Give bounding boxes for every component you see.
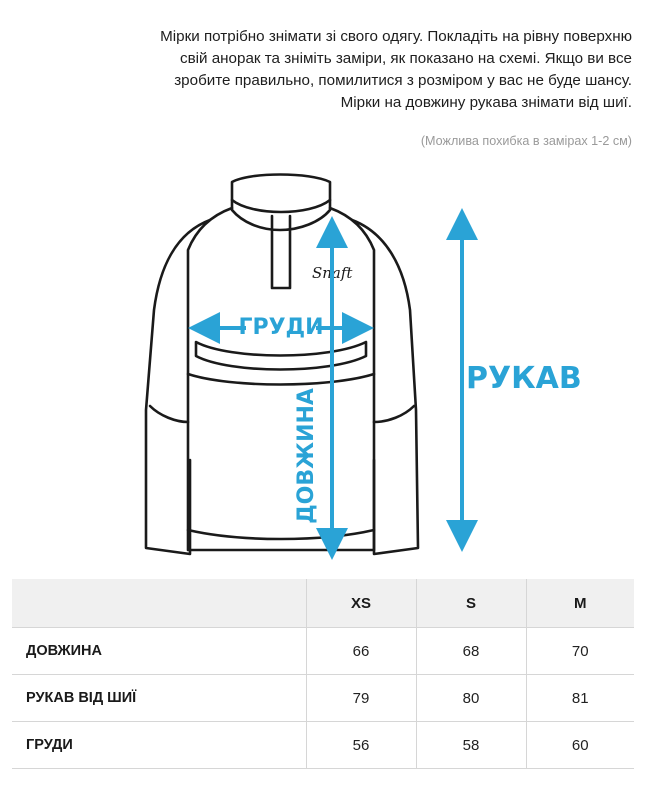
length-s: 68	[416, 628, 526, 675]
hem-line	[188, 530, 374, 539]
row-label-sleeve: РУКАВ ВІД ШИЇ	[12, 675, 306, 722]
sleeve-xs: 79	[306, 675, 416, 722]
size-header-xs: XS	[306, 579, 416, 628]
anorak-diagram	[0, 160, 646, 570]
row-label-chest: ГРУДИ	[12, 722, 306, 769]
sleeve-m: 81	[526, 675, 634, 722]
right-sleeve-detail	[374, 406, 414, 422]
length-xs: 66	[306, 628, 416, 675]
table-row	[12, 628, 634, 675]
size-header-m: M	[526, 579, 634, 628]
zipper-line	[272, 216, 290, 288]
length-label: ДОВЖИНА	[294, 388, 319, 524]
intro-line-4: Мірки на довжину рукава знімати від шиї.	[340, 94, 632, 111]
length-m: 70	[526, 628, 634, 675]
row-label-length: ДОВЖИНА	[12, 628, 306, 675]
anorak-sketch	[0, 160, 646, 570]
table-row	[12, 675, 634, 722]
right-sleeve-outline	[352, 220, 418, 554]
collar-inner-line	[232, 200, 330, 212]
sleeve-label: РУКАВ	[466, 361, 582, 396]
collar-outline	[232, 175, 330, 231]
header-blank	[12, 579, 306, 628]
left-sleeve-outline	[146, 220, 210, 554]
intro-line-3: зробите правильно, помилитися з розміром у вас не буде шансу.	[174, 72, 632, 89]
chest-xs: 56	[306, 722, 416, 769]
chest-m: 60	[526, 722, 634, 769]
size-header-s: S	[416, 579, 526, 628]
sleeve-s: 80	[416, 675, 526, 722]
left-sleeve-detail	[150, 406, 188, 422]
intro-text	[12, 26, 632, 114]
pocket-panel	[196, 342, 366, 370]
table-row	[12, 722, 634, 769]
pocket-line	[188, 374, 374, 385]
logo-text: Snaft	[312, 264, 353, 282]
intro-line-2: свій анорак та зніміть заміри, як показано на схемі. Якщо ви все	[179, 50, 632, 67]
size-table	[12, 579, 634, 769]
intro-line-1: Мірки потрібно знімати зі свого одягу. Покладіть на рівну поверхню	[160, 28, 632, 45]
size-header-row	[12, 579, 634, 628]
chest-label: ГРУДИ	[238, 315, 324, 340]
chest-s: 58	[416, 722, 526, 769]
measurement-error-note: (Можлива похибка в замірах 1-2 см)	[420, 134, 632, 148]
